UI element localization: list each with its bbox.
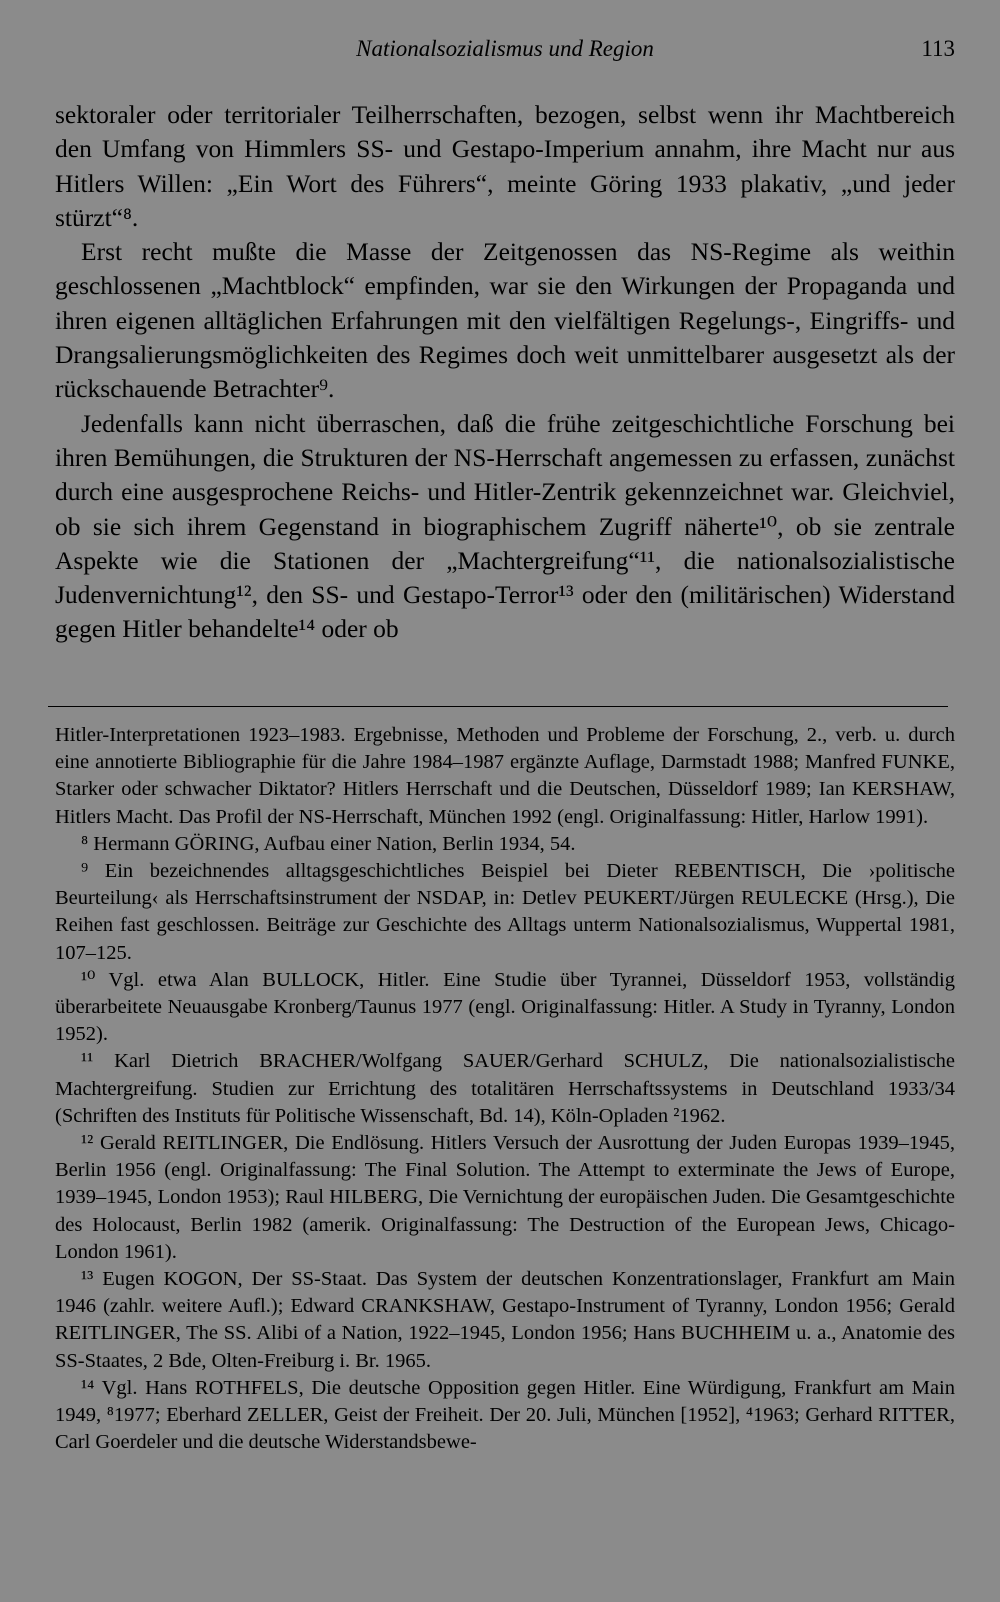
footnote-10: ¹⁰ Vgl. etwa Alan BULLOCK, Hitler. Eine Studie über Tyrannei, Düsseldorf 1953, vollständig überarbeitete Neuausgabe Kronberg/Taunus 1977 (engl. Originalfassung: Hitler. A Study in Tyranny, London 1952).	[55, 968, 955, 1046]
main-text	[55, 98, 955, 647]
footnote-12: ¹² Gerald REITLINGER, Die Endlösung. Hitlers Versuch der Ausrottung der Juden Europas 1939–1945, Berlin 1956 (engl. Originalfassung: The Final Solution. The Attempt to exterminate the Jews of Europe, 1939–1945, London 1953); Raul HILBERG, Die Vernichtung der europäischen Juden. Die Gesamtgeschichte des Holocaust, Berlin 1982 (amerik. Originalfassung: The Destruction of the European Jews, Chicago-London 1961).	[55, 1132, 955, 1263]
running-title: Nationalsozialismus und Region	[356, 36, 654, 61]
page-header	[55, 36, 955, 66]
footnote-8: ⁸ Hermann GÖRING, Aufbau einer Nation, Berlin 1934, 54.	[81, 832, 576, 855]
footnote-11: ¹¹ Karl Dietrich BRACHER/Wolfgang SAUER/Gerhard SCHULZ, Die nationalsozialistische Machtergreifung. Studien zur Errichtung des totalitären Herrschaftssystems in Deutschland 1933/34 (Schriften des Instituts für Politische Wissenschaft, Bd. 14), Köln-Opladen ²1962.	[55, 1050, 955, 1127]
footnote-continuation: Hitler-Interpretationen 1923–1983. Ergebnisse, Methoden und Probleme der Forschung, 2., verb. u. durch eine annotierte Bibliographie für die Jahre 1984–1987 ergänzte Auflage, Darmstadt 1988; Manfred FUNKE, Starker oder schwacher Diktator? Hitlers Herrschaft und die Deutschen, Düsseldorf 1989; Ian KERSHAW, Hitlers Macht. Das Profil der NS-Herrschaft, München 1992 (engl. Originalfassung: Hitler, Harlow 1991).	[55, 724, 955, 828]
footnote-14: ¹⁴ Vgl. Hans ROTHFELS, Die deutsche Opposition gegen Hitler. Eine Würdigung, Frankfurt am Main 1949, ⁸1977; Eberhard ZELLER, Geist der Freiheit. Der 20. Juli, München [1952], ⁴1963; Gerhard RITTER, Carl Goerdeler und die deutsche Widerstandsbewe-	[55, 1376, 955, 1454]
page-number: 113	[921, 36, 955, 61]
paragraph: Jedenfalls kann nicht überraschen, daß die frühe zeitgeschichtliche Forschung bei ihren Bemühungen, die Strukturen der NS-Herrschaft angemessen zu erfassen, zunächst durch eine ausgesprochene Reichs- und Hitler-Zentrik gekennzeichnet war. Gleichviel, ob sie sich ihrem Gegenstand in biographischem Zugriff näherte¹⁰, ob sie zentrale Aspekte wie die Stationen der „Machtergreifung“¹¹, die nationalsozialistische Judenvernichtung¹², den SS- und Gestapo-Terror¹³ oder den (militärischen) Widerstand gegen Hitler behandelte¹⁴ oder ob	[55, 408, 955, 644]
paragraph: Erst recht mußte die Masse der Zeitgenossen das NS-Regime als weithin geschlossenen „Machtblock“ empfinden, war sie den Wirkungen der Propaganda und ihren eigenen alltäglichen Erfahrungen mit den vielfältigen Regelungs-, Eingriffs- und Drangsalierungsmöglichkeiten des Regimes doch weit unmittelbarer ausgesetzt als der rückschauende Betrachter⁹.	[55, 237, 955, 404]
footnote-13: ¹³ Eugen KOGON, Der SS-Staat. Das System der deutschen Konzentrationslager, Frankfurt am Main 1946 (zahlr. weitere Aufl.); Edward CRANKSHAW, Gestapo-Instrument of Tyranny, London 1956; Gerald REITLINGER, The SS. Alibi of a Nation, 1922–1945, London 1956; Hans BUCHHEIM u. a., Anatomie des SS-Staates, 2 Bde, Olten-Freiburg i. Br. 1965.	[55, 1268, 955, 1372]
footnote-9: ⁹ Ein bezeichnendes alltagsgeschichtliches Beispiel bei Dieter REBENTISCH, Die ›politische Beurteilung‹ als Herrschaftsinstrument der NSDAP, in: Detlev PEUKERT/Jürgen REULECKE (Hrsg.), Die Reihen fast geschlossen. Beiträge zur Geschichte des Alltags unterm Nationalsozialismus, Wuppertal 1981, 107–125.	[55, 860, 955, 964]
footnotes	[55, 722, 955, 1456]
footnote-separator	[48, 706, 948, 707]
paragraph: sektoraler oder territorialer Teilherrschaften, bezogen, selbst wenn ihr Machtbereich den Umfang von Himmlers SS- und Gestapo-Imperium annahm, ihre Macht nur aus Hitlers Willen: „Ein Wort des Führers“, meinte Göring 1933 plakativ, „und jeder stürzt“⁸.	[55, 100, 955, 232]
